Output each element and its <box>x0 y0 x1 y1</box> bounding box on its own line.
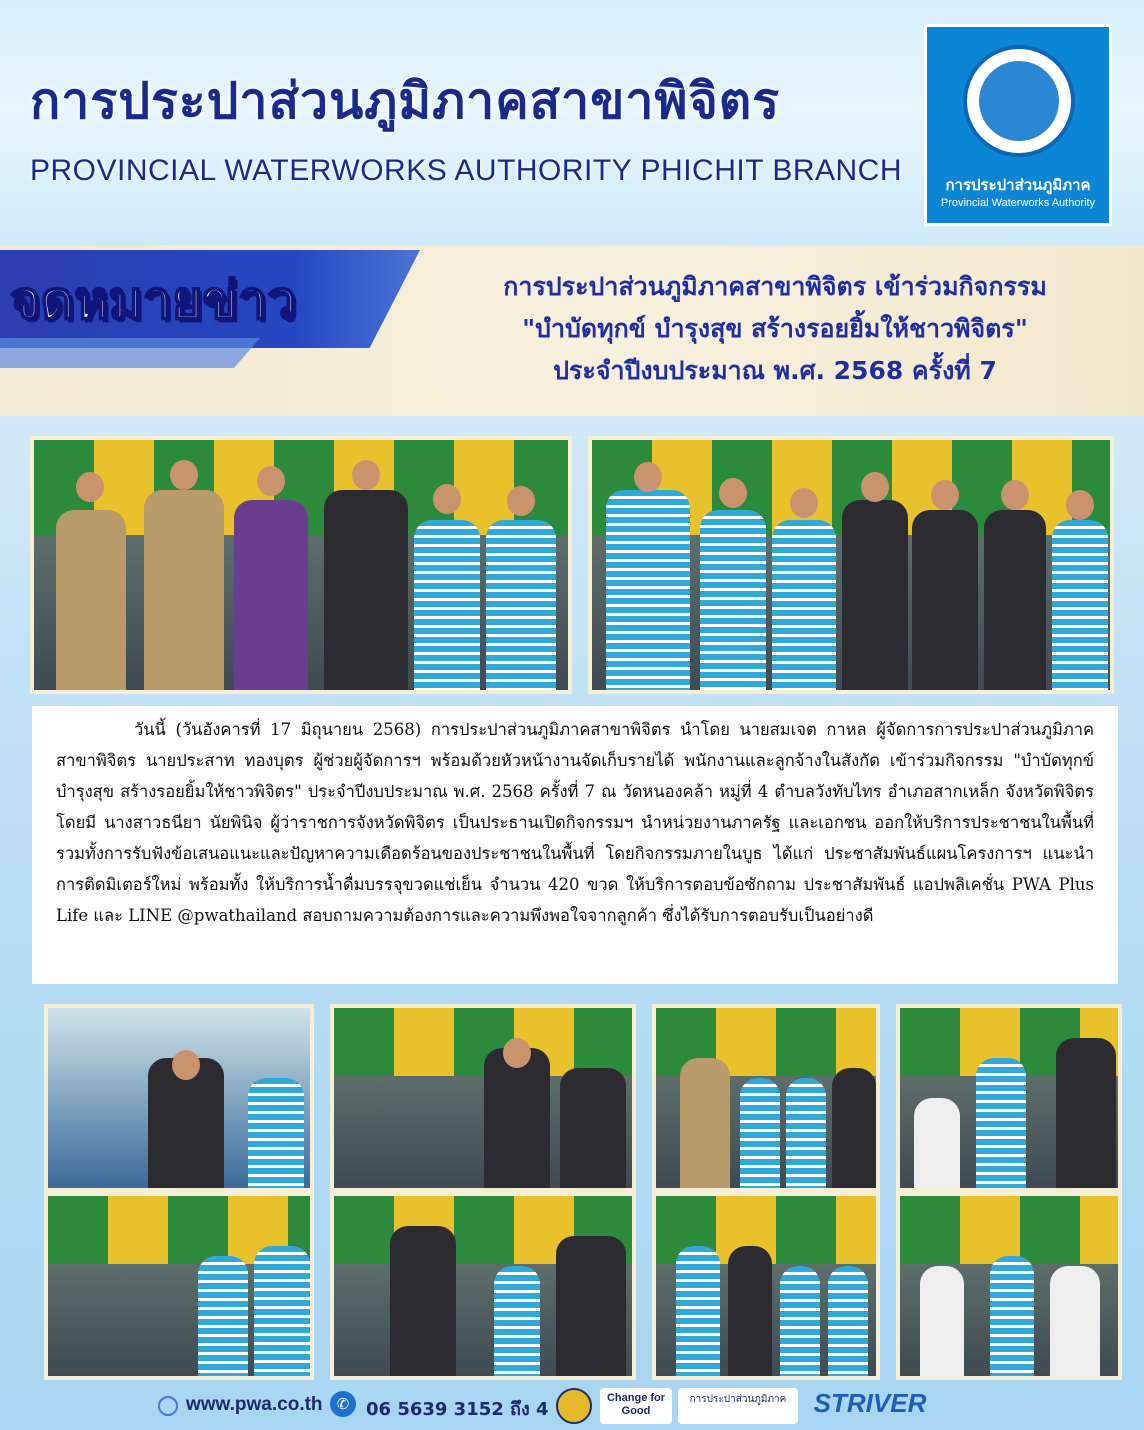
article-body <box>32 706 1118 984</box>
photo-grid-6 <box>652 1192 880 1380</box>
phone-number: 06 5639 3152 ถึง 4 <box>366 1399 549 1420</box>
phone-icon: ✆ <box>330 1391 356 1417</box>
org-name-th: การประปาส่วนภูมิภาคสาขาพิจิตร <box>30 72 781 130</box>
headline <box>420 266 1130 392</box>
headline-line-1: การประปาส่วนภูมิภาคสาขาพิจิตร เข้าร่วมกิจกรรม <box>503 272 1047 301</box>
striver-logo: STRIVER <box>813 1388 927 1418</box>
change-for-good-logo: Change for Good <box>600 1388 672 1424</box>
header <box>0 0 1144 245</box>
pwa-footer-logo: การประปาส่วนภูมิภาค <box>678 1388 798 1424</box>
headline-line-2: "บำบัดทุกข์ บำรุงสุข สร้างรอยยิ้มให้ชาวพิจิตร" <box>522 314 1028 343</box>
newsletter-title: จดหมายข่าว <box>10 271 297 331</box>
photo-grid-2 <box>44 1192 314 1380</box>
photo-grid-5 <box>652 1004 880 1192</box>
photo-grid-3 <box>330 1004 636 1192</box>
photo-top-left <box>30 436 572 694</box>
org-name-en: PROVINCIAL WATERWORKS AUTHORITY PHICHIT BRANCH <box>30 154 902 187</box>
photo-grid-4 <box>330 1192 636 1380</box>
photo-grid-7 <box>896 1004 1122 1192</box>
emblem-inner <box>979 61 1059 141</box>
globe-icon <box>158 1396 178 1416</box>
article-paragraph: วันนี้ (วันอังคารที่ 17 มิถุนายน 2568) การประปาส่วนภูมิภาคสาขาพิจิตร นำโดย นายสมเจต กาหล ผู้จัดการการประปาส่วนภูมิภาคสาขาพิจิตร นายประสาท ทองบุตร ผู้ช่วยผู้จัดการฯ พร้อมด้วยหัวหน้างานจัดเก็บรายได้ พนักงานและลูกจ้างในสังกัด เข้าร่วมกิจกรรม "บำบัดทุกข์ บำรุงสุข สร้างรอยยิ้มให้ชาวพิจิตร" ประจำปีงบประมาณ พ.ศ. 2568 ครั้งที่ 7 ณ วัดหนองคล้า หมู่ที่ 4 ตำบลวังทับไทร อำเภอสากเหล็ก จังหวัดพิจิตร โดยมี นางสาวธนียา นัยพินิจ ผู้ว่าราชการจังหวัดพิจิตร เป็นประธานเปิดกิจกรรมฯ นำหน่วยงานภาครัฐ และเอกชน ออกให้บริการประชาชนในพื้นที่ รวมทั้งการรับฟังข้อเสนอแนะและปัญหาความเดือดร้อนของประชาชนในพื้นที่ โดยกิจกรรมภายในบูธ ได้แก่ ประชาสัมพันธ์แผนโครงการฯ แนะนำการติดมิเตอร์ใหม่ พร้อมทั้ง ให้บริการน้ำดื่มบรรจุขวดแช่เย็น จำนวน 420 ขวด ให้บริการตอบข้อซักถาม ประชาสัมพันธ์ แอปพลิเคชั่น PWA Plus Life และ LINE @pwathailand สอบถามความต้องการและความพึงพอใจจากลูกค้า ซึ่งได้รับการตอบรับเป็นอย่างดี <box>56 720 1094 925</box>
pwa-logo <box>924 24 1112 226</box>
photo-top-right <box>588 436 1114 694</box>
ribbon-accent <box>0 338 260 368</box>
footer <box>0 1386 1144 1430</box>
pwa-emblem <box>963 45 1075 157</box>
logo-text-th: การประปาส่วนภูมิภาค <box>945 176 1091 194</box>
logo-text-en: Provincial Waterworks Authority <box>940 197 1096 209</box>
photo-grid-8 <box>896 1192 1122 1380</box>
newsletter-band <box>0 246 1144 416</box>
photo-grid-1 <box>44 1004 314 1192</box>
ministry-seal-logo <box>556 1388 592 1424</box>
headline-line-3: ประจำปีงบประมาณ พ.ศ. 2568 ครั้งที่ 7 <box>553 356 997 385</box>
website-link[interactable]: www.pwa.co.th <box>186 1394 323 1415</box>
